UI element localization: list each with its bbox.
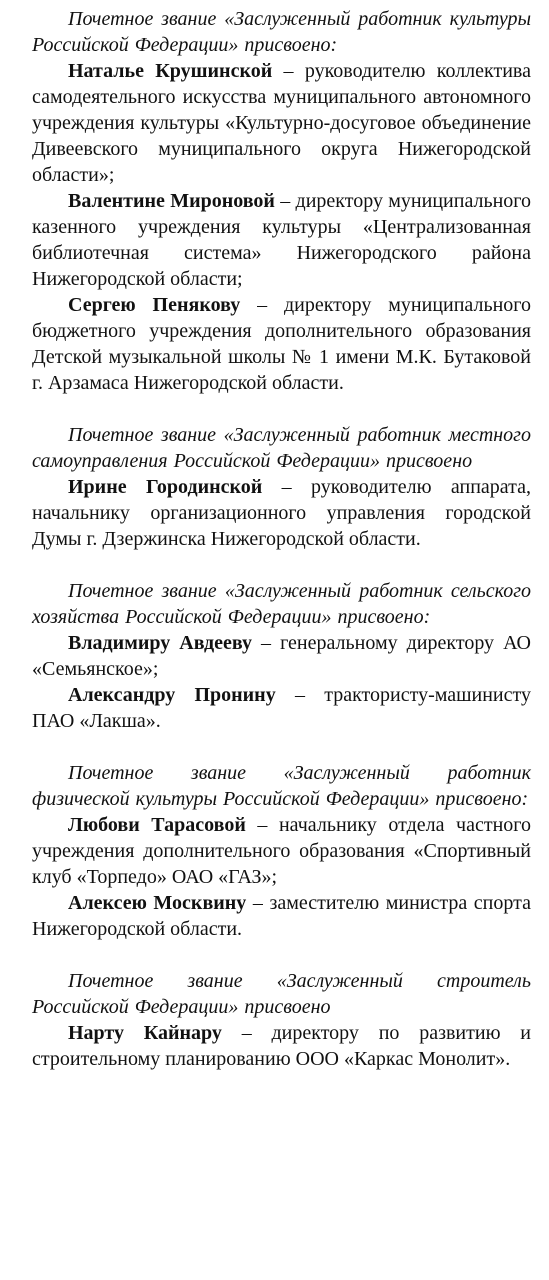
- recipient-name: Нарту Кайнару: [68, 1022, 222, 1044]
- recipient-position: – начальнику отдела частного учреждения дополнительного образования «Спортивный клуб «Торпедо» ОАО «ГАЗ»;: [32, 814, 531, 888]
- award-section-construction: [32, 968, 531, 1072]
- recipient-name: Владимиру Авдееву: [68, 632, 252, 654]
- recipient-position: – директору по развитию и строительному планированию ООО «Каркас Монолит».: [32, 1022, 532, 1070]
- recipient-position: – трактористу-машинисту ПАО «Лакша».: [32, 684, 531, 732]
- award-entry: [32, 682, 531, 734]
- recipient-position: – руководителю коллектива самодеятельного искусства муниципального автономного учреждения культуры «Культурно-досуговое объединение Дивеевского муниципального округа Нижегородской области»;: [32, 60, 531, 186]
- recipient-position: – директору муниципального казенного учреждения культуры «Централизованная библиотечная система» Нижегородского района Нижегородской области;: [32, 190, 532, 290]
- recipient-name: Ирине Городинской: [68, 476, 263, 498]
- award-entry: [32, 58, 531, 188]
- recipient-name: Наталье Крушинской: [68, 60, 273, 82]
- recipient-position: – директору муниципального бюджетного учреждения дополнительного образования Детской музыкальной школы № 1 имени М.К. Бутаковой г. Арзамаса Нижегородской области.: [32, 294, 531, 394]
- award-entry: [32, 474, 531, 552]
- award-section-local-government: [32, 422, 531, 552]
- award-title: Почетное звание «Заслуженный строитель Российской Федерации» присвоено: [32, 970, 531, 1018]
- award-entry: [32, 812, 531, 890]
- award-entry: [32, 292, 531, 396]
- award-section-physical-culture: [32, 760, 531, 942]
- award-title: Почетное звание «Заслуженный работник физической культуры Российской Федерации» присвоено:: [32, 762, 531, 810]
- award-title: Почетное звание «Заслуженный работник культуры Российской Федерации» присвоено:: [32, 8, 531, 56]
- award-section-culture: [32, 6, 531, 396]
- award-title: Почетное звание «Заслуженный работник сельского хозяйства Российской Федерации» присвоено:: [32, 580, 531, 628]
- award-title: Почетное звание «Заслуженный работник местного самоуправления Российской Федерации» присвоено: [32, 424, 531, 472]
- recipient-name: Сергею Пенякову: [68, 294, 241, 316]
- recipient-name: Алексею Москвину: [68, 892, 247, 914]
- award-entry: [32, 890, 531, 942]
- award-entry: [32, 1020, 531, 1072]
- recipient-name: Валентине Мироновой: [68, 190, 275, 212]
- recipient-position: – генеральному директору АО «Семьянское»;: [32, 632, 531, 680]
- recipient-name: Александру Пронину: [68, 684, 276, 706]
- recipient-position: – руководителю аппарата, начальнику организационного управления городской Думы г. Дзержинска Нижегородской области.: [32, 476, 531, 550]
- recipient-name: Любови Тарасовой: [68, 814, 246, 836]
- award-entry: [32, 188, 531, 292]
- recipient-position: – заместителю министра спорта Нижегородской области.: [32, 892, 531, 940]
- award-entry: [32, 630, 531, 682]
- award-section-agriculture: [32, 578, 531, 734]
